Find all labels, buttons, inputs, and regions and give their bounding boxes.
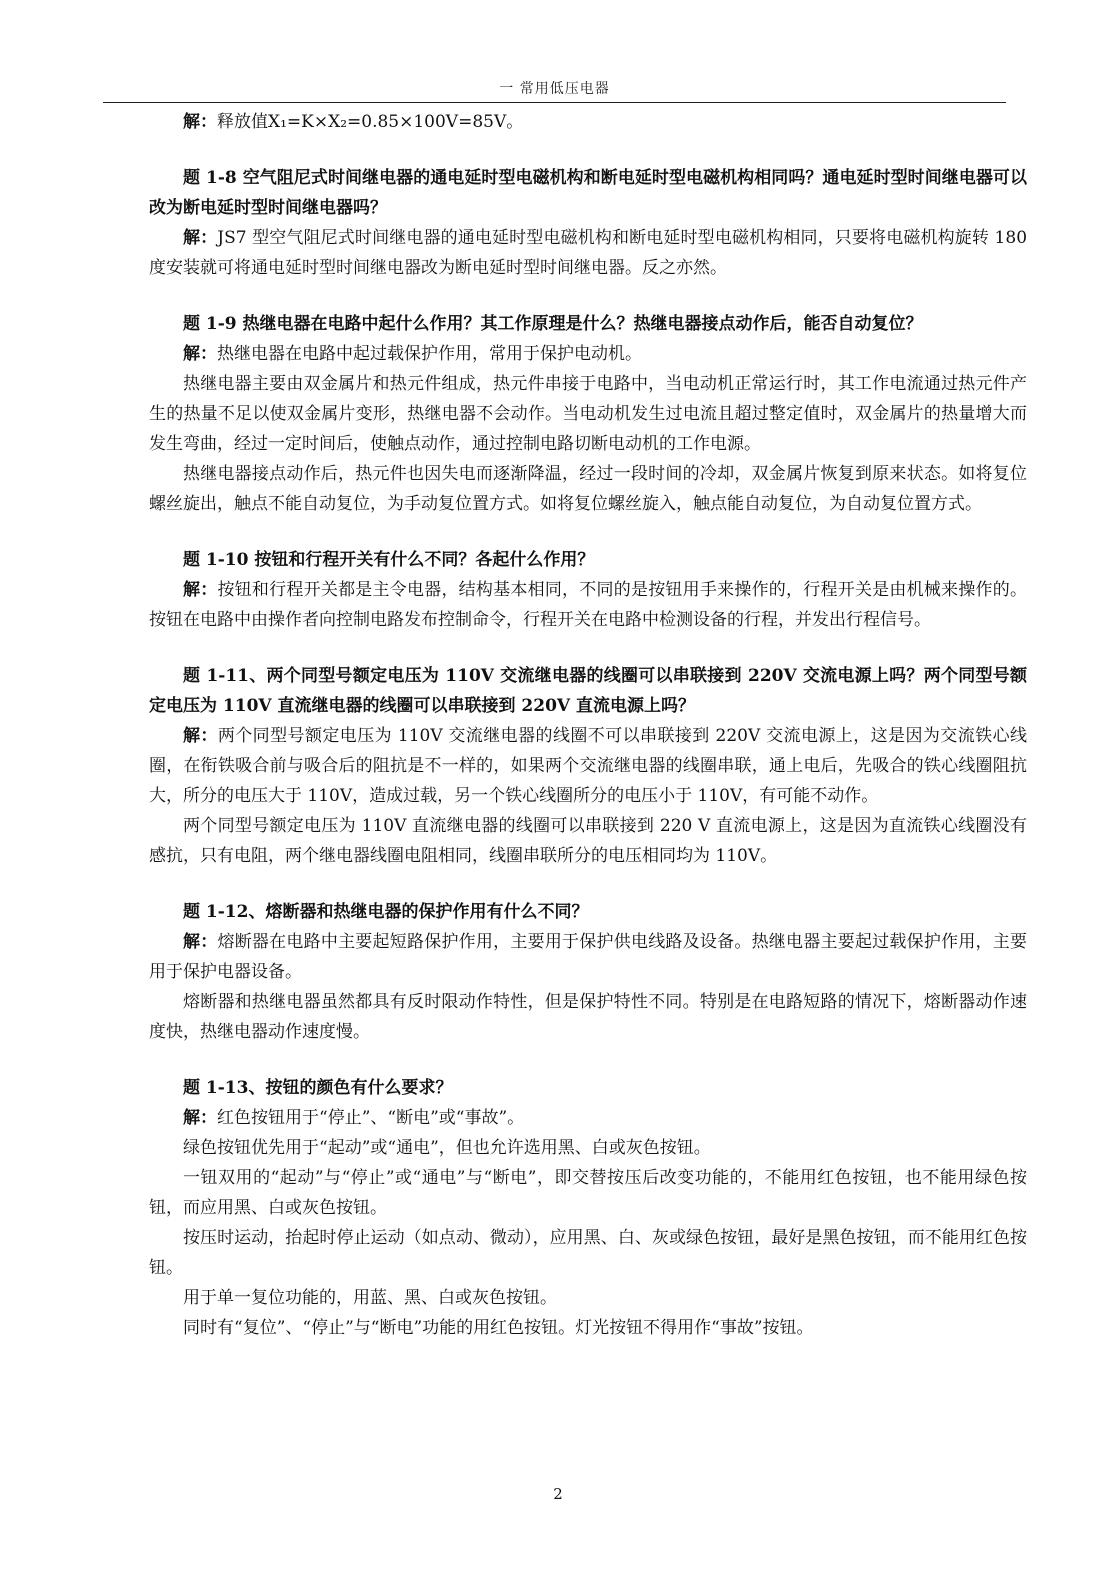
paragraph: 两个同型号额定电压为 110V 直流继电器的线圈可以串联接到 220 V 直流电源上，这是因为直流铁心线圈没有感抗，只有电阻，两个继电器线圈电阻相同，线圈串联所分的电压相同均为 110V。 bbox=[149, 816, 1027, 866]
answer-1-13: 解：红色按钮用于“停止”、“断电”或“事故”。 bbox=[183, 1108, 525, 1128]
paragraph: 热继电器接点动作后，热元件也因失电而逐渐降温，经过一段时间的冷却，双金属片恢复到原来状态。如将复位螺丝旋出，触点不能自动复位，为手动复位置方式。如将复位螺丝旋入，触点能自动复位，为自动复位置方式。 bbox=[149, 464, 1027, 514]
question-1-13: 题 1-13、按钮的颜色有什么要求？ bbox=[183, 1078, 453, 1098]
answer-1-7: 解：释放值X₁=K×X₂=0.85×100V=85V。 bbox=[183, 112, 524, 132]
paragraph: 同时有“复位”、“停止”与“断电”功能的用红色按钮。灯光按钮不得用作“事故”按钮。 bbox=[183, 1318, 814, 1338]
paragraph: 绿色按钮优先用于“起动”或“通电”，但也允许选用黑、白或灰色按钮。 bbox=[183, 1138, 711, 1158]
paragraph: 用于单一复位功能的，用蓝、黑、白或灰色按钮。 bbox=[183, 1288, 557, 1308]
question-1-12: 题 1-12、熔断器和热继电器的保护作用有什么不同？ bbox=[183, 902, 589, 922]
answer-1-9: 解：热继电器在电路中起过载保护作用，常用于保护电动机。 bbox=[183, 344, 642, 364]
answer-1-8: 解：JS7 型空气阻尼式时间继电器的通电延时型电磁机构和断电延时型电磁机构相同，只要将电磁机构旋转 180 度安装就可将通电延时型时间继电器改为断电延时型时间继电器。反之亦然。 bbox=[149, 228, 1028, 278]
answer-1-11: 解：两个同型号额定电压为 110V 交流继电器的线圈不可以串联接到 220V 交流电源上，这是因为交流铁心线圈，在衔铁吸合前与吸合后的阻抗是不一样的，如果两个交流继电器的线圈串联，通上电后，先吸合的铁心线圈阻抗大，所分的电压大于 110V，造成过载，另一个铁心线圈所分的电压小于 110V，有可能不动作。 bbox=[149, 726, 1027, 806]
paragraph: 按压时运动，抬起时停止运动（如点动、微动），应用黑、白、灰或绿色按钮，最好是黑色按钮，而不能用红色按钮。 bbox=[149, 1228, 1027, 1278]
paragraph: 熔断器和热继电器虽然都具有反时限动作特性，但是保护特性不同。特别是在电路短路的情况下，熔断器动作速度快，热继电器动作速度慢。 bbox=[149, 992, 1027, 1042]
page-number: 2 bbox=[553, 1485, 563, 1503]
paragraph: 一钮双用的“起动”与“停止”或“通电”与“断电”，即交替按压后改变功能的，不能用红色按钮，也不能用绿色按钮，而应用黑、白或灰色按钮。 bbox=[149, 1168, 1027, 1218]
paragraph: 热继电器主要由双金属片和热元件组成，热元件串接于电路中，当电动机正常运行时，其工作电流通过热元件产生的热量不足以使双金属片变形，热继电器不会动作。当电动机发生过电流且超过整定值时，双金属片的热量增大而发生弯曲，经过一定时间后，使触点动作，通过控制电路切断电动机的工作电源。 bbox=[149, 374, 1027, 454]
answer-1-12: 解：熔断器在电路中主要起短路保护作用，主要用于保护供电线路及设备。热继电器主要起过载保护作用，主要用于保护电器设备。 bbox=[149, 932, 1028, 982]
question-1-9: 题 1-9 热继电器在电路中起什么作用？其工作原理是什么？热继电器接点动作后，能否自动复位？ bbox=[183, 314, 923, 334]
answer-1-10: 解：按钮和行程开关都是主令电器，结构基本相同，不同的是按钮用手来操作的，行程开关是由机械来操作的。按钮在电路中由操作者向控制电路发布控制命令，行程开关在电路中检测设备的行程，并发出行程信号。 bbox=[149, 580, 1028, 630]
page-content bbox=[149, 107, 1027, 1343]
header-rule bbox=[103, 102, 1006, 103]
question-1-11: 题 1-11、两个同型号额定电压为 110V 交流继电器的线圈可以串联接到 220V 交流电源上吗？两个同型号额定电压为 110V 直流继电器的线圈可以串联接到 220V 直流电源上吗？ bbox=[149, 666, 1027, 716]
question-1-10: 题 1-10 按钮和行程开关有什么不同？各起什么作用？ bbox=[183, 550, 595, 570]
question-1-8: 题 1-8 空气阻尼式时间继电器的通电延时型电磁机构和断电延时型电磁机构相同吗？通电延时型时间继电器可以改为断电延时型时间继电器吗？ bbox=[149, 168, 1027, 218]
running-header: 一 常用低压电器 bbox=[499, 81, 610, 97]
